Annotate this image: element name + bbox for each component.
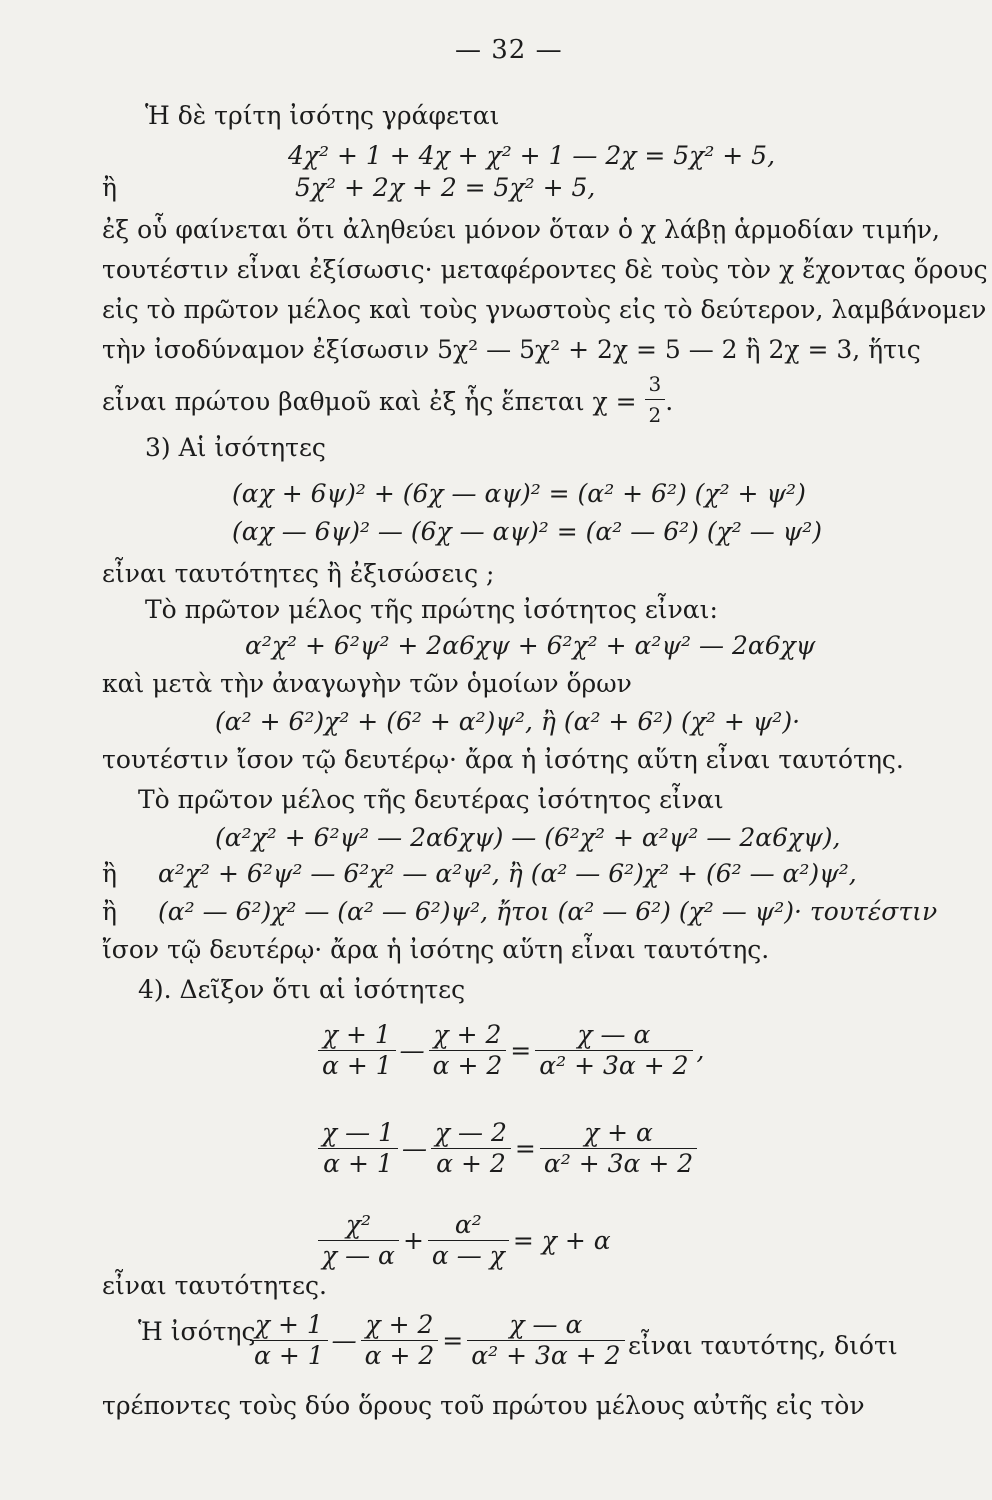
fraction-numerator: χ + 2	[429, 1020, 507, 1051]
operator: = χ + α	[512, 1226, 611, 1255]
fraction-numerator: χ²	[318, 1210, 399, 1241]
text-line: ἢ	[102, 173, 117, 202]
fraction	[540, 1118, 697, 1179]
text-line: Ἡ δὲ τρίτη ἰσότης γράφεται	[145, 101, 500, 130]
equation-line: α²χ² + 6²ψ² + 2α6χψ + 6²χ² + α²ψ² — 2α6χψ	[245, 631, 816, 660]
text-line: τουτέστιν εἶναι ἐξίσωσις· μεταφέροντες δὲ τοὺς τὸν χ ἔχοντας ὅρους	[102, 255, 988, 284]
text-line: ἐξ οὗ φαίνεται ὅτι ἀληθεύει μόνον ὅταν ὁ χ λάβῃ ἁρμοδίαν τιμήν,	[102, 215, 940, 244]
text-line: εἰς τὸ πρῶτον μέλος καὶ τοὺς γνωστοὺς εἰς τὸ δεύτερον, λαμβάνομεν	[102, 295, 987, 324]
fraction-denominator: α + 2	[432, 1051, 503, 1080]
fraction-numerator: α²	[428, 1210, 509, 1241]
operator: =	[510, 1036, 532, 1065]
equation-line: (α² + 6²)χ² + (6² + α²)ψ², ἢ (α² + 6²) (χ² + ψ²)·	[215, 707, 801, 736]
fraction-numerator: 3	[645, 369, 666, 400]
fraction	[431, 1118, 511, 1179]
operator: —	[331, 1326, 357, 1355]
equation-line: 5χ² + 2χ + 2 = 5χ² + 5,	[295, 173, 596, 202]
fraction-equation	[318, 1118, 697, 1179]
fraction	[318, 1020, 396, 1081]
text-line: 4). Δεῖξον ὅτι αἱ ἰσότητες	[138, 975, 466, 1004]
text-fragment: εἶναι πρώτου βαθμοῦ καὶ ἐξ ἧς ἕπεται χ =	[102, 387, 637, 416]
equation-line: 4χ² + 1 + 4χ + χ² + 1 — 2χ = 5χ² + 5,	[288, 141, 776, 170]
operator: =	[514, 1134, 536, 1163]
fraction-numerator: χ + α	[540, 1118, 697, 1149]
text-fragment: .	[665, 387, 674, 416]
fraction-denominator: α + 1	[254, 1341, 324, 1370]
text-line: Τὸ πρῶτον μέλος τῆς πρώτης ἰσότητος εἶναι:	[145, 595, 718, 624]
fraction-denominator: α — χ	[431, 1241, 505, 1270]
fraction-numerator: χ — 1	[318, 1118, 398, 1149]
fraction	[645, 369, 666, 430]
fraction	[361, 1310, 439, 1371]
text-line: καὶ μετὰ τὴν ἀναγωγὴν τῶν ὁμοίων ὅρων	[102, 669, 632, 698]
fraction	[250, 1310, 328, 1371]
fraction	[428, 1210, 509, 1271]
text-line: εἶναι ταυτότητες.	[102, 1271, 327, 1300]
text-line: τὴν ἰσοδύναμον ἐξίσωσιν 5χ² — 5χ² + 2χ = 5 — 2 ἢ 2χ = 3, ἥτις	[102, 335, 921, 364]
fraction-numerator: χ + 1	[250, 1310, 328, 1341]
fraction	[429, 1020, 507, 1081]
fraction-numerator: χ — α	[535, 1020, 692, 1051]
operator: —	[399, 1036, 425, 1065]
operator: +	[402, 1226, 424, 1255]
page-number: — 32 —	[455, 35, 563, 65]
equation-line: (αχ + 6ψ)² + (6χ — αψ)² = (α² + 6²) (χ² + ψ²)	[232, 479, 806, 508]
punctuation: ,	[696, 1036, 705, 1065]
fraction-denominator: 2	[648, 403, 662, 427]
text-line: ἴσον τῷ δευτέρῳ· ἄρα ἡ ἰσότης αὕτη εἶναι ταυτότης.	[102, 935, 770, 964]
fraction	[467, 1310, 624, 1371]
fraction-denominator: α + 1	[323, 1149, 393, 1178]
equation-line: (α²χ² + 6²ψ² — 2α6χψ) — (6²χ² + α²ψ² — 2α6χψ),	[215, 823, 841, 852]
fraction-equation	[318, 1020, 708, 1081]
equation-line: α²χ² + 6²ψ² — 6²χ² — α²ψ², ἢ (α² — 6²)χ² + (6² — α²)ψ²,	[158, 859, 857, 888]
operator: —	[401, 1134, 427, 1163]
equation-line: (αχ — 6ψ)² — (6χ — αψ)² = (α² — 6²) (χ² — ψ²)	[232, 517, 823, 546]
fraction-numerator: χ + 1	[318, 1020, 396, 1051]
fraction-equation	[318, 1210, 615, 1271]
equation-line: (α² — 6²)χ² — (α² — 6²)ψ², ἤτοι (α² — 6²) (χ² — ψ²)· τουτέστιν	[158, 897, 938, 926]
fraction	[318, 1210, 399, 1271]
text-line: ἢ	[102, 897, 117, 926]
fraction-numerator: χ — 2	[431, 1118, 511, 1149]
fraction-denominator: α + 1	[322, 1051, 392, 1080]
fraction	[535, 1020, 692, 1081]
fraction	[318, 1118, 398, 1179]
fraction-numerator: χ + 2	[361, 1310, 439, 1341]
fraction-equation	[250, 1310, 625, 1371]
section-heading: 3) Αἱ ἰσότητες	[145, 433, 326, 462]
fraction-denominator: α + 2	[436, 1149, 506, 1178]
fraction-numerator: χ — α	[467, 1310, 624, 1341]
text-line	[102, 372, 674, 430]
text-line: ἢ	[102, 859, 117, 888]
fraction-denominator: α² + 3α + 2	[471, 1341, 621, 1370]
text-line: εἶναι ταυτότητες ἢ ἐξισώσεις ;	[102, 559, 495, 588]
fraction-denominator: α² + 3α + 2	[543, 1149, 694, 1178]
text-line: Τὸ πρῶτον μέλος τῆς δευτέρας ἰσότητος εἶναι	[138, 785, 724, 814]
text-line: τουτέστιν ἴσον τῷ δευτέρῳ· ἄρα ἡ ἰσότης αὕτη εἶναι ταυτότης.	[102, 745, 904, 774]
operator: =	[442, 1326, 464, 1355]
fraction-denominator: α + 2	[364, 1341, 435, 1370]
fraction-denominator: χ — α	[322, 1241, 395, 1270]
text-line: τρέποντες τοὺς δύο ὅρους τοῦ πρώτου μέλους αὐτῆς εἰς τὸν	[102, 1391, 865, 1420]
fraction-denominator: α² + 3α + 2	[539, 1051, 689, 1080]
text-line: εἶναι ταυτότης, διότι	[628, 1331, 898, 1360]
text-line: Ἡ ἰσότης	[138, 1317, 256, 1346]
